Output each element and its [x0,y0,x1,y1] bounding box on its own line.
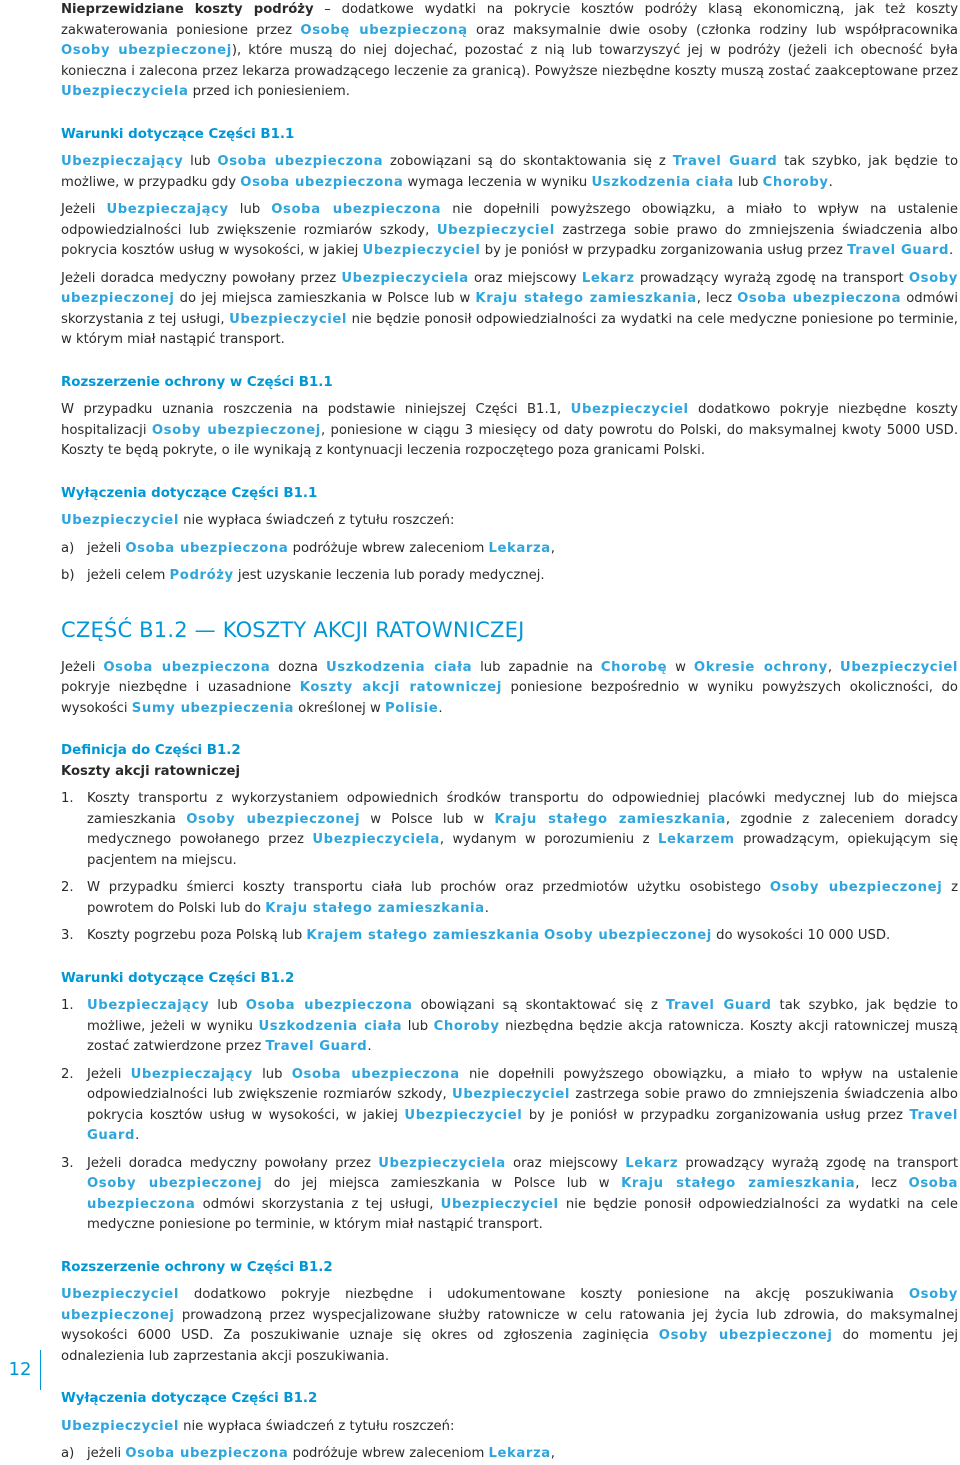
defined-term: Osoby ubezpieczonej [658,1328,833,1343]
text-run: z powrotem do Polski lub do [87,880,959,916]
list-marker: a) [61,1446,75,1461]
defined-term: Osoby ubezpieczonej [61,270,958,306]
text-run: . [438,700,443,716]
text-run: oraz miejscowy [468,270,582,286]
text-run: , lecz [696,291,738,306]
text-run: wymaga leczenia w wyniku [403,174,592,190]
list-item [61,1065,958,1147]
list-item-text [87,1065,958,1147]
text-run: do wysokości 10 000 USD. [711,928,891,943]
defined-term: Osoby ubezpieczonej [61,43,232,58]
b11-conditions-paragraph-3 [61,269,958,351]
defined-term: Osoba ubezpieczona [737,291,902,306]
defined-term: Uszkodzenia ciała [325,659,473,675]
text-run: odmówi skorzystania z tej usługi, [195,1196,441,1212]
defined-term: Kraju stałego zamieszkania [494,811,726,827]
text-run: do jej miejsca zamieszkania w Polsce lub w [262,1176,622,1191]
defined-term: Lekarz [625,1155,679,1171]
defined-term: Choroby [433,1018,500,1034]
section-heading-b11-conditions: Warunki dotyczące Części B1.1 [61,126,295,142]
section-heading-b12-definition: Definicja do Części B1.2 [61,743,241,758]
text-run: , [827,659,841,675]
defined-term: Ubezpieczyciela [378,1155,506,1171]
text-run: zobowiązani są do skontaktowania się z [383,154,673,169]
text-run: do momentu jej odnalezienia lub zaprzestania akcji poszukiwania. [61,1328,959,1364]
text-run: odmówi skorzystania z tej usługi, [61,291,958,327]
defined-term: Osoba ubezpieczona [125,540,289,556]
text-run: W przypadku śmierci koszty transportu ciała lub prochów oraz przedmiotów użytku osobistego [87,880,770,895]
page-number: 12 [0,1350,41,1390]
text-run: Jeżeli [61,659,104,675]
text-run: nie wypłaca świadczeń z tytułu roszczeń: [178,513,455,528]
list-marker: 2. [61,880,74,895]
text-run: . [135,1128,140,1143]
b12-exclusions-lead [61,1417,958,1438]
list-item [61,566,958,587]
defined-term: Ubezpieczający [130,1066,253,1082]
defined-term: Ubezpieczyciel [452,1087,571,1102]
defined-term: Choroby [762,174,829,190]
intro-paragraph [61,0,958,103]
list-item-text [87,1444,958,1465]
text-run: pokryje niezbędne i uzasadnione [61,680,300,695]
text-run: Jeżeli doradca medyczny powołany przez [61,270,342,286]
list-item-text [87,996,958,1058]
text-run: Koszty transportu z wykorzystaniem odpowiednich środków transportu do odpowiedniej placówki medycznej lub do miejsca zamieszkania [87,791,958,827]
list-marker: 2. [61,1066,74,1082]
text-run: podróżuje wbrew zaleceniom [288,540,489,556]
list-item [61,1154,958,1236]
list-marker: b) [61,568,75,583]
defined-term: Osoby ubezpieczonej [87,1176,263,1191]
text-run: . [484,900,489,916]
text-run: Jeżeli [87,1066,131,1082]
text-run: dozna [270,659,326,675]
defined-term: Ubezpieczyciela [341,270,469,286]
defined-term: Ubezpieczyciel [570,402,689,417]
text-run: Jeżeli [61,202,107,217]
defined-term: Chorobę [600,659,668,675]
text-run: prowadzoną przez wyspecjalizowane służby ratownicze w celu ratowania jej życia lub zdrowia, do maksymalnej wysokości 6000 USD. Za poszukiwanie uznaje się okres od zgłoszenia zaginięcia [61,1307,958,1343]
defined-term: Lekarz [581,270,635,286]
text-run: . [949,243,954,258]
defined-term: Osoba ubezpieczona [271,202,442,217]
defined-term: Osoby ubezpieczonej [544,928,712,943]
text-run: lub [228,202,272,217]
text-run: , [550,540,555,556]
section-heading-b11-exclusions: Wyłączenia dotyczące Części B1.1 [61,485,318,501]
text-run: dodatkowo pokryje niezbędne koszty hospitalizacji [61,402,958,438]
defined-term: Osoby ubezpieczonej [769,880,943,895]
defined-term: Ubezpieczyciel [61,513,179,528]
document-page [61,0,959,1461]
defined-term: Ubezpieczyciel [840,659,959,675]
defined-term: Osoby ubezpieczonej [61,1287,958,1323]
defined-term: Ubezpieczyciel [362,243,481,258]
text-run: W przypadku uznania roszczenia na podstawie niniejszej Części B1.1, [61,402,571,417]
text-run: prowadzącym, opiekującym się pacjentem na miejscu. [87,832,958,868]
text-run: obowiązani są skontaktować się z [412,998,666,1013]
defined-term: Kraju stałego zamieszkania [621,1176,856,1191]
defined-term: Kraju stałego zamieszkania [475,291,697,306]
text-run: , zgodnie z zaleceniem doradcy medycznego powołanego przez [87,811,959,847]
text-run: – dodatkowe wydatki na pokrycie kosztów podróży klasą ekonomiczną, jak też koszty zakwaterowania poniesione przez [61,2,958,38]
defined-term: Osoba ubezpieczona [240,174,404,190]
b12-intro-paragraph [61,658,958,720]
text-run: oraz miejscowy [505,1155,626,1171]
defined-term: Uszkodzenia ciała [258,1018,403,1034]
text-run: oraz maksymalnie dwie osoby (członka rodziny lub współpracownika [467,22,959,38]
b12-extension-paragraph [61,1285,958,1367]
defined-term: Lekarza [488,1446,551,1461]
list-item-text [87,878,958,919]
text-run: w [667,659,694,675]
section-heading-b12-conditions: Warunki dotyczące Części B1.2 [61,970,295,986]
text-run: zastrzega sobie prawo do zmniejszenia świadczenia albo pokrycia kosztów usług w wysokości, w jakiej [61,222,958,258]
b11-exclusions-lead [61,511,958,532]
defined-term: Ubezpieczyciel [229,311,348,327]
text-run: podróżuje wbrew zaleceniom [288,1446,489,1461]
defined-term: Uszkodzenia ciała [591,174,734,190]
text-run: nie wypłaca świadczeń z tytułu roszczeń: [178,1418,455,1434]
text-run: tak szybko, jak będzie to możliwe, jeżeli w wyniku [87,998,959,1034]
defined-term: Osoba ubezpieczona [245,998,413,1013]
defined-term: Ubezpieczyciela [312,832,440,847]
text-run: jeżeli [87,540,126,556]
list-item-text [87,1154,958,1236]
defined-term: Osoba ubezpieczona [87,1176,958,1212]
text-run: , lecz [855,1176,909,1191]
b11-conditions-paragraph-2 [61,200,958,262]
text-run: jest uzyskanie leczenia lub porady medycznej. [233,568,545,583]
list-item [61,926,958,947]
text-run: . [367,1039,372,1054]
text-run: nie dopełnili powyższego obowiązku, a miało to wpływ na ustalenie odpowiedzialności lub zwiększenie rozmiarów szkody, [61,202,959,238]
bold-term: Nieprzewidziane koszty podróży [61,2,314,17]
text-run: , [550,1446,555,1461]
defined-term: Polisie [385,700,439,716]
text-run: by je poniósł w przypadku zorganizowania usług przez [480,243,848,258]
defined-term: Ubezpieczyciela [61,84,189,99]
defined-term: Travel Guard [665,998,772,1013]
defined-term: Krajem stałego zamieszkania [306,928,540,943]
defined-term: Osoba ubezpieczona [103,659,271,675]
section-heading-b12-exclusions: Wyłączenia dotyczące Części B1.2 [61,1391,318,1406]
list-item [61,789,958,871]
defined-term: Ubezpieczyciel [61,1418,179,1434]
defined-term: Travel Guard [672,154,778,169]
section-heading-b12-extension: Rozszerzenie ochrony w Części B1.2 [61,1259,333,1275]
text-run: lub [183,154,218,169]
defined-term: Osobę ubezpieczoną [300,22,468,38]
text-run: lub [733,174,763,190]
defined-term: Travel Guard [847,243,949,258]
text-run: , wydanym w porozumieniu z [439,832,658,847]
text-run: określonej w [293,700,386,716]
text-run: prowadzący wyrażą zgodę na transport [678,1155,958,1171]
defined-term: Osoba ubezpieczona [217,154,384,169]
list-item [61,1444,958,1465]
defined-term: Koszty akcji ratowniczej [299,680,502,695]
text-run: . [828,174,833,190]
list-item-text [87,789,958,871]
defined-term: Ubezpieczyciel [404,1107,523,1123]
list-marker: 1. [61,998,74,1013]
text-run: lub [209,998,246,1013]
text-run: jeżeli [87,1446,126,1461]
text-run: nie będzie ponosił odpowiedzialności za wydatki na cele medyczne poniesione po terminie, w którym miał nastąpić transport. [61,311,958,347]
text-run: nie dopełnili powyższego obowiązku, a miało to wpływ na ustalenie odpowiedzialności lub zwiększenie rozmiarów szkody, [87,1066,959,1102]
list-item-text [87,566,958,587]
list-marker: 3. [61,928,74,943]
list-item [61,878,958,919]
text-run: Jeżeli doradca medyczny powołany przez [87,1155,379,1171]
definition-term: Koszty akcji ratowniczej [61,763,240,779]
list-item [61,539,958,560]
defined-term: Ubezpieczający [87,998,210,1013]
list-marker: 1. [61,791,74,806]
defined-term: Podróży [169,568,234,583]
list-item [61,996,958,1058]
text-run: Koszty pogrzebu poza Polską lub [87,928,307,943]
text-run: by je poniósł w przypadku zorganizowania usług przez [522,1107,910,1123]
text-run: przed ich poniesieniem. [188,84,350,99]
defined-term: Ubezpieczający [106,202,229,217]
text-run: do jej miejsca zamieszkania w Polsce lub w [174,291,476,306]
defined-term: Ubezpieczyciel [440,1196,559,1212]
defined-term: Ubezpieczyciel [436,222,555,238]
list-marker: 3. [61,1155,74,1171]
text-run: nie będzie ponosił odpowiedzialności za wydatki na cele medyczne poniesione po terminie, w którym miał nastąpić transport. [87,1196,958,1232]
text-run: lub [252,1066,292,1082]
b11-extension-paragraph [61,400,958,462]
b11-conditions-paragraph-1 [61,152,958,193]
defined-term: Osoby ubezpieczonej [186,811,361,827]
defined-term: Osoba ubezpieczona [291,1066,460,1082]
list-item-text [87,926,958,947]
defined-term: Osoby ubezpieczonej [151,422,321,438]
text-run: poniesione bezpośrednio w wyniku powyższych okoliczności, do wysokości [61,680,958,716]
defined-term: Lekarzem [657,832,735,847]
defined-term: Osoba ubezpieczona [125,1446,289,1461]
section-heading-b11-extension: Rozszerzenie ochrony w Części B1.1 [61,374,333,390]
defined-term: Travel Guard [265,1039,368,1054]
list-marker: a) [61,540,75,556]
defined-term: Kraju stałego zamieszkania [265,900,485,916]
defined-term: Lekarza [488,540,551,556]
text-run: w Polsce lub w [360,811,495,827]
part-title-b12: CZĘŚĆ B1.2 — KOSZTY AKCJI RATOWNICZEJ [61,617,525,642]
defined-term: Ubezpieczający [61,154,184,169]
text-run: lub zapadnie na [472,659,601,675]
text-run: niezbędna będzie akcja ratownicza. Koszty akcji ratowniczej muszą zostać zatwierdzone przez [87,1018,959,1054]
defined-term: Sumy ubezpieczenia [131,700,294,716]
defined-term: Ubezpieczyciel [61,1287,179,1302]
text-run: ), które muszą do niej dojechać, pozostać z nią lub towarzyszyć jej w podróży (jeżeli ich obecność była konieczna i zalecona przez lekarza prowadzącego leczenie za granicą). Powyższe niezbędne koszty muszą zostać zaakceptowane przez [61,43,958,79]
text-run: zastrzega sobie prawo do zmniejszenia świadczenia albo pokrycia kosztów usług w wysokości, w jakiej [87,1087,958,1123]
list-item-text [87,539,958,560]
defined-term: Travel Guard [87,1107,958,1143]
text-run: tak szybko, jak będzie to możliwe, w przypadku gdy [61,154,959,190]
text-run: , poniesione w ciągu 3 miesięcy od daty powrotu do Polski, do maksymalnej kwoty 5000 USD. Koszty te będą pokryte, o ile wynikają z kontynuacji leczenia rozpoczętego poza granicami Polski. [61,422,959,458]
text-run: dodatkowo pokryje niezbędne i udokumentowane koszty poniesione na akcję poszukiwania [178,1287,909,1302]
defined-term: Okresie ochrony [693,659,828,675]
text-run: prowadzący wyrażą zgodę na transport [634,270,909,286]
text-run: lub [402,1018,434,1034]
text-run: jeżeli celem [87,568,170,583]
